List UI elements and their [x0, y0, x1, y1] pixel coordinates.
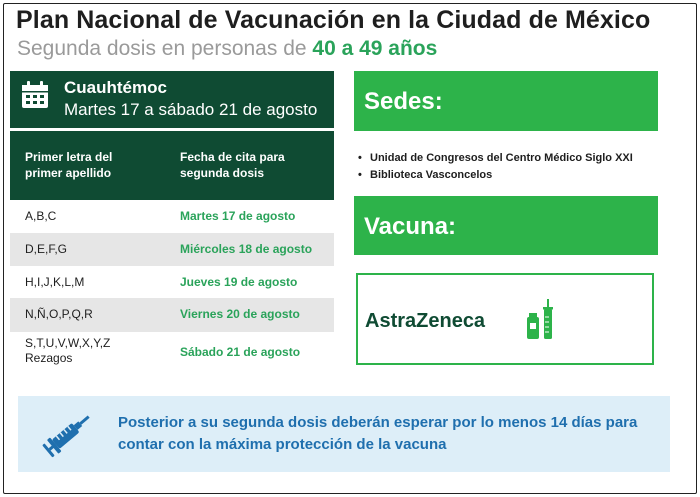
subtitle-age-range: 40 a 49 años — [312, 37, 438, 60]
column-header-letters: Primer letra del primer apellido — [25, 150, 113, 180]
vaccine-brand-card — [356, 273, 654, 365]
row-date: Miércoles 18 de agosto — [180, 242, 313, 256]
list-item: • Biblioteca Vasconcelos — [358, 167, 633, 184]
notice-text: Posterior a su segunda dosis deberán esperar por lo menos 14 días para contar con la máxima protección de la vacuna — [118, 414, 638, 453]
subtitle-prefix: Segunda dosis en personas de — [17, 37, 313, 60]
table-row — [10, 200, 334, 233]
venue-list — [358, 150, 633, 184]
table-row — [10, 233, 334, 266]
list-item: • Unidad de Congresos del Centro Médico Siglo XXI — [358, 150, 633, 167]
row-letters: D,E,F,G — [25, 242, 68, 256]
row-letters: N,Ñ,O,P,Q,R — [25, 307, 93, 321]
row-date: Martes 17 de agosto — [180, 209, 296, 223]
vaccine-brand-name: AstraZeneca — [365, 310, 486, 332]
table-row — [10, 332, 334, 372]
row-letters-line: S,T,U,V,W,X,Y,Z — [25, 336, 111, 350]
notice-banner — [18, 396, 670, 472]
calendar-icon — [20, 80, 50, 110]
location-dates: Martes 17 a sábado 21 de agosto — [64, 100, 318, 119]
table-row — [10, 298, 334, 332]
location-header — [10, 71, 334, 128]
page-subtitle — [17, 37, 437, 61]
row-letters-line: Rezagos — [25, 351, 73, 365]
vacuna-label: Vacuna: — [364, 213, 457, 240]
schedule-table-header — [10, 131, 334, 200]
row-letters: A,B,C — [25, 209, 57, 223]
table-row — [10, 266, 334, 298]
row-date: Viernes 20 de agosto — [180, 307, 300, 321]
sedes-header — [354, 71, 658, 131]
column-header-date: Fecha de cita para segunda dosis — [180, 150, 285, 180]
vacuna-header — [354, 196, 658, 255]
location-name: Cuauhtémoc — [64, 78, 167, 97]
row-letters: H,I,J,K,L,M — [25, 275, 85, 289]
row-letters — [25, 336, 110, 366]
vaccine-vial-icon — [523, 295, 559, 343]
row-date: Sábado 21 de agosto — [180, 345, 301, 359]
row-date: Jueves 19 de agosto — [180, 275, 298, 289]
sedes-label: Sedes: — [364, 88, 443, 115]
syringe-icon — [40, 408, 96, 460]
page-title: Plan Nacional de Vacunación en la Ciudad de México — [16, 6, 651, 34]
